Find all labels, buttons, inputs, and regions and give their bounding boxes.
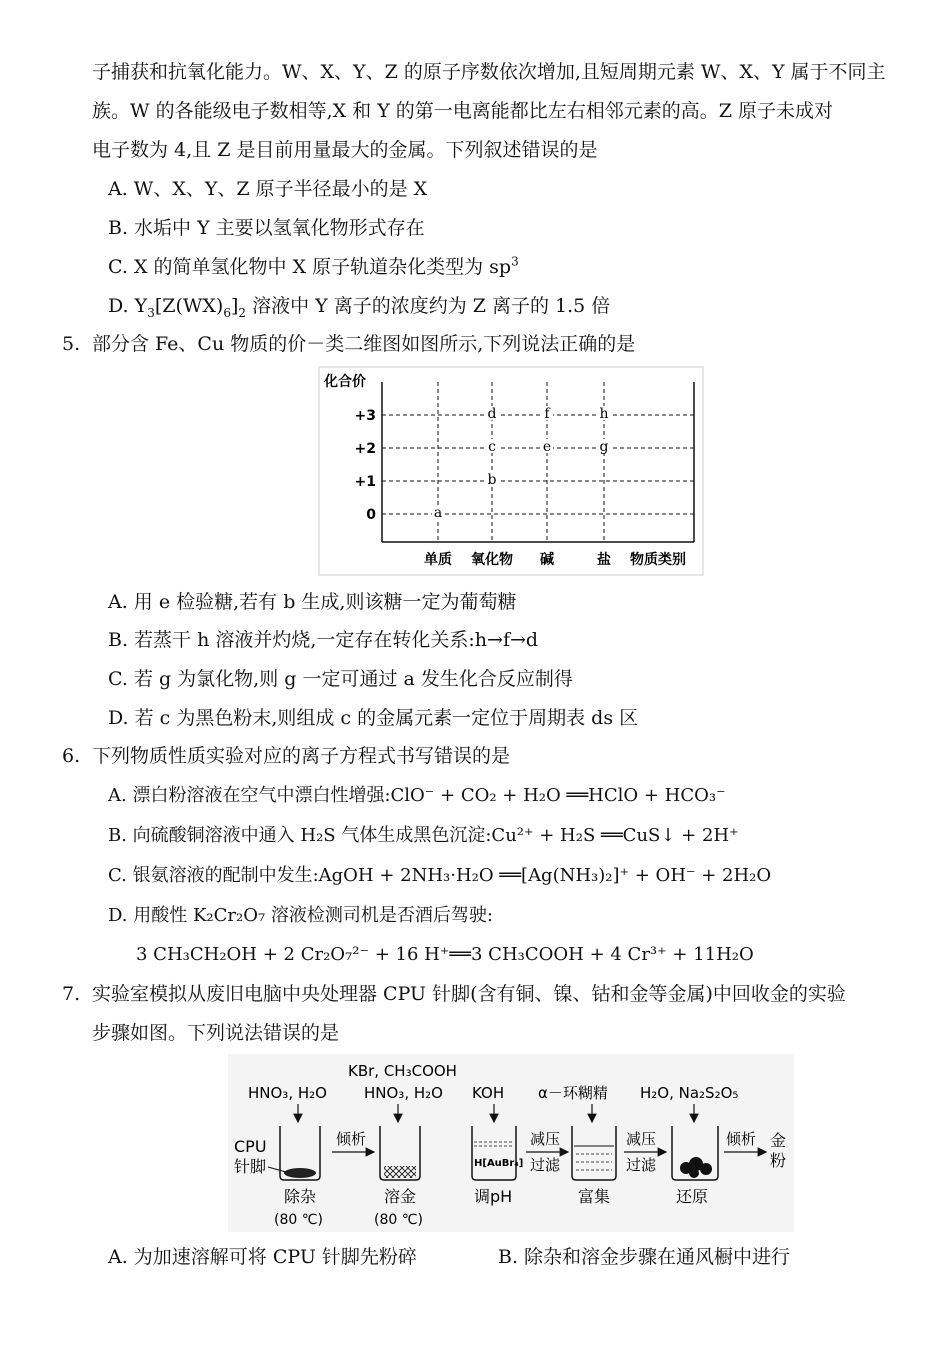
step-reduce: 还原 [676,1187,709,1206]
reagent-koh: KOH [472,1084,505,1102]
decant-label-2: 倾析 [726,1130,757,1148]
q6-stem: 下列物质性质实验对应的离子方程式书写错误的是 [92,745,511,767]
q4-option-a: A. W、X、Y、Z 原子半径最小的是 X [108,178,428,200]
point-label-h: h [599,406,609,422]
q4-stem-line-1: 子捕获和抗氧化能力。W、X、Y、Z 的原子序数依次增加,且短周期元素 W、X、Y 属于不同主 [92,61,886,83]
decant-label-1: 倾析 [336,1130,367,1148]
y-tick-label: +3 [354,408,376,424]
step-1-temp: (80 ℃) [274,1212,323,1228]
q6-number: 6. [62,745,81,767]
filter-label-2b: 过滤 [626,1156,657,1174]
cpu-label: CPU [234,1137,267,1156]
point-label-b: b [487,472,497,488]
x-category-label: 碱 [540,552,554,568]
x-category-label: 盐 [597,552,611,568]
q4-stem-line-3: 电子数为 4,且 Z 是目前用量最大的金属。下列叙述错误的是 [92,139,598,161]
beaker-3-label: H[AuBr₄] [474,1158,524,1169]
q7-option-a: A. 为加速溶解可将 CPU 针脚先粉碎 [108,1246,417,1268]
y-tick-label: 0 [366,507,376,523]
step-enrich: 富集 [578,1187,611,1206]
q5-option-b: B. 若蒸干 h 溶液并灼烧,一定存在转化关系:h→f→d [108,629,539,651]
filter-label-2a: 减压 [626,1130,657,1148]
point-label-a: a [433,505,443,521]
y-axis-title: 化合价 [324,374,366,390]
y-tick-label: +2 [354,441,376,457]
valence-class-chart [318,366,704,576]
product-powder: 粉 [770,1151,787,1170]
q5-stem: 部分含 Fe、Cu 物质的价－类二维图如图所示,下列说法正确的是 [92,333,636,355]
q7-stem-line-2: 步骤如图。下列说法错误的是 [92,1022,340,1044]
step-remove-impurities: 除杂 [284,1187,317,1206]
residue-hatched [384,1166,416,1178]
q7-stem-line-1: 实验室模拟从废旧电脑中央处理器 CPU 针脚(含有铜、镍、钴和金等金属)中回收金的实验 [92,983,846,1005]
q5-number: 5. [62,333,81,355]
q4-option-d: D. $Y_3[Z(WX)_6]_2$ 溶液中 Y 离子的浓度约为 Z 离子的 1.5 倍 [108,295,611,320]
q5-option-a: A. 用 e 检验糖,若有 b 生成,则该糖一定为葡萄糖 [108,591,517,613]
reagent-nitric-1: HNO₃, H₂O [248,1084,327,1102]
q4-option-c: C. X 的简单氢化物中 X 原子轨道杂化类型为 $sp^3$ [108,254,519,278]
point-label-c: c [488,439,496,455]
step-2-temp: (80 ℃) [374,1212,423,1228]
q7-option-b: B. 除杂和溶金步骤在通风橱中进行 [498,1246,791,1268]
q6-option-c: C. 银氨溶液的配制中发生:AgOH + 2NH₃·H₂O ══[Ag(NH₃)₂]⁺ + OH⁻ + 2H₂O [108,865,772,886]
point-label-d: d [487,406,497,422]
step-dissolve-gold: 溶金 [384,1187,417,1206]
reagent-cyclodextrin: α－环糊精 [538,1084,608,1102]
q6-option-a: A. 漂白粉溶液在空气中漂白性增强:ClO⁻ + CO₂ + H₂O ══HClO + HCO₃⁻ [108,785,726,806]
q4-stem-line-2: 族。W 的各能级电子数相等,X 和 Y 的第一电离能都比左右相邻元素的高。Z 原子未成对 [92,100,834,122]
filter-label-1a: 减压 [530,1130,561,1148]
chart-frame [319,367,703,575]
q5-option-d: D. 若 c 为黑色粉末,则组成 c 的金属元素一定位于周期表 ds 区 [108,707,639,729]
x-axis-title: 物质类别 [630,552,686,568]
x-category-label: 单质 [424,552,452,568]
q4-option-b: B. 水垢中 Y 主要以氢氧化物形式存在 [108,217,425,239]
reagent-kbr-acetic: KBr, CH₃COOH [348,1062,457,1080]
q6-option-d: D. 用酸性 K₂Cr₂O₇ 溶液检测司机是否酒后驾驶: [108,905,493,926]
point-label-e: e [542,439,552,455]
point-label-g: g [599,439,609,455]
filter-label-1b: 过滤 [530,1156,561,1174]
y-tick-label: +1 [354,474,376,490]
cpu-pins-solid [284,1168,316,1178]
step-adjust-ph: 调pH [474,1187,513,1206]
q7-number: 7. [62,983,81,1005]
gold-particle-3 [700,1163,712,1175]
q6-option-d-equation: 3 CH₃CH₂OH + 2 Cr₂O₇²⁻ + 16 H⁺══3 CH₃COOH + 4 Cr³⁺ + 11H₂O [136,944,754,965]
reagent-na2s2o5: H₂O, Na₂S₂O₅ [640,1084,739,1102]
product-gold: 金 [770,1131,787,1150]
pins-label: 针脚 [234,1157,267,1176]
reagent-nitric-2: HNO₃, H₂O [364,1084,443,1102]
x-category-label: 氧化物 [471,552,513,568]
point-label-f: f [544,406,550,422]
q5-option-c: C. 若 g 为氯化物,则 g 一定可通过 a 发生化合反应制得 [108,668,573,690]
q6-option-b: B. 向硫酸铜溶液中通入 H₂S 气体生成黑色沉淀:Cu²⁺ + H₂S ══CuS↓ + 2H⁺ [108,825,739,846]
gold-particle-4 [689,1168,699,1178]
gold-recovery-flowchart [228,1054,794,1232]
